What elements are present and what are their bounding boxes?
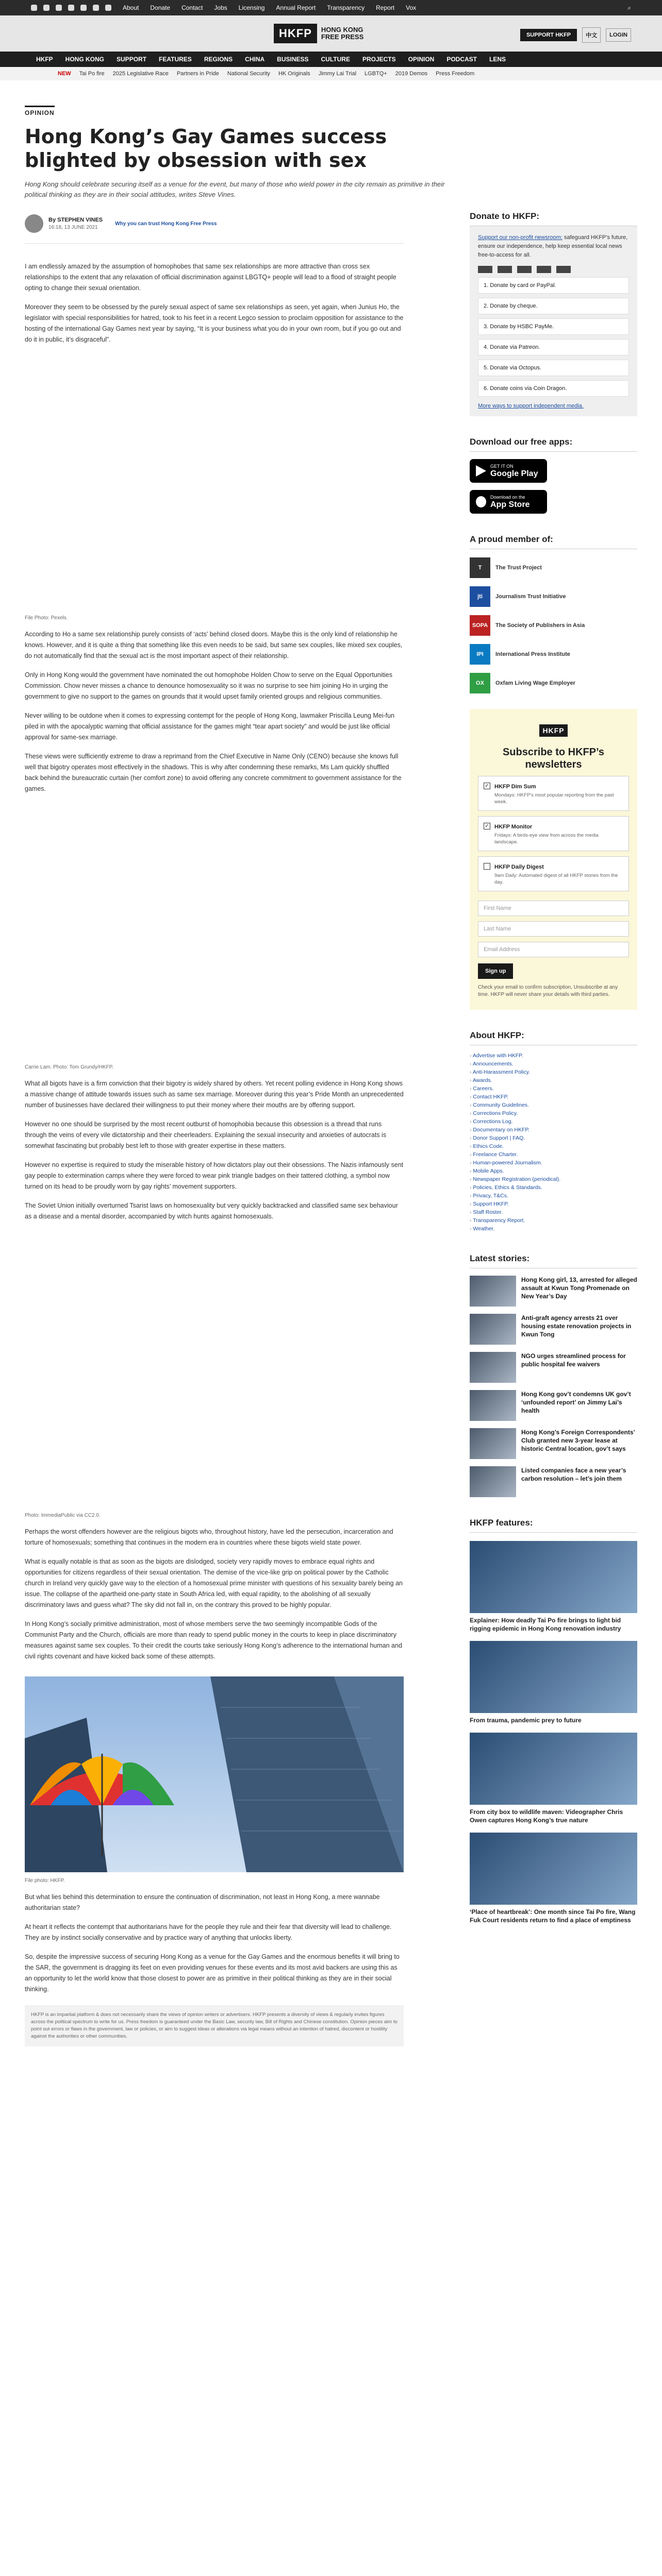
feature-thumbnail[interactable] <box>470 1833 637 1905</box>
newsletter-heading: Subscribe to HKFP’s newsletters <box>502 747 605 770</box>
trending-item[interactable]: 2025 Legislative Race <box>112 71 169 77</box>
paragraph: However no one should be surprised by the most recent outburst of homophobia because this obsession is a thread that runs through the veins of every vile dictatorship and their cheerleaders. Explaining the sexual insecurity and anxieties of autocrats is somewhat fascinating but probably best left to those with greater expertise in these matters. <box>25 1121 387 1149</box>
app-store-small: Download on the <box>490 494 525 500</box>
paragraph: So, despite the impressive success of securing Hong Kong as a venue for the Gay Games and the enormous benefits it will bring to the SAR, the government is dragging its feet on even providing venues for these events and its most avid backers are using this as an opportunity to let the world know that those closest to power are as primitive in their political thinking as they are in their social thinking. <box>25 1953 400 1993</box>
trending-item[interactable]: 2019 Demos <box>395 71 428 77</box>
more-ways-link[interactable]: More ways to support independent media. <box>478 403 584 409</box>
rss-icon[interactable] <box>93 5 99 11</box>
nav-hkfp[interactable]: HKFP <box>36 56 53 63</box>
members-heading: A proud member of: <box>470 534 637 549</box>
paragraph: However no expertise is required to study the miserable history of how dictators play out their obsessions. The Nazis infamously sent gay people to extermination camps where they were forced to wear pink triangle badges on their tattered clothing, a symbol now turned on its head to be proudly worn by gay rights’ movement supporters. <box>25 1161 404 1190</box>
paragraph: In Hong Kong’s socially primitive administration, most of whose members serve the two seemingly incompatible Gods of the Communist Party and the Church, officials are more than ready to spend public money in the courts to keep in place discriminatory measures against same sex couples. To their credit the courts take seriously Hong Kong’s adherence to the international human and civil rights covenant and have kicked back some of these attempts. <box>25 1620 402 1660</box>
donate-box <box>470 226 637 416</box>
login-button[interactable]: LOGIN <box>606 28 631 42</box>
paragraph: At heart it reflects the contempt that authoritarians have for the people they rule and their fear that diversity will lead to challenge. They are by instinct socially conservative and by practice wary of anything that unlocks liberty. <box>25 1923 392 1941</box>
publish-date: 16:18, 13 JUNE 2021 <box>48 225 98 230</box>
donate-method[interactable]: 4. Donate via Patreon. <box>478 339 629 355</box>
latest-story[interactable]: Listed companies face a new year’s carbon resolution – let’s join them <box>470 1466 637 1497</box>
author-name[interactable]: By STEPHEN VINES <box>48 217 103 223</box>
about-link[interactable]: › Freelance Charter. <box>470 1150 637 1159</box>
feature-story[interactable]: Explainer: How deadly Tai Po fire brings to light bid rigging epidemic in Hong Kong renovation industry <box>470 1541 637 1633</box>
about-link[interactable]: › Announcements. <box>470 1060 637 1068</box>
top-link-contact[interactable]: Contact <box>181 4 203 11</box>
nav-support[interactable]: SUPPORT <box>117 56 147 63</box>
app-store-big: App Store <box>490 500 530 509</box>
paragraph: Moreover they seem to be obsessed by the purely sexual aspect of same sex relationships as seen, yet again, when Junius Ho, the legislator with special responsibilities for hatred, took to his feet in a recent Legco session to proclaim opposition for assistance to the hosting of the international Gay Games next year by saying, “It is your business what you do in your own room, but if you go out and do it in public, it’s disgraceful”. <box>25 303 404 343</box>
last-name-field[interactable]: Last Name <box>478 921 629 937</box>
paragraph: Never willing to be outdone when it comes to expressing contempt for the people of Hong Kong, lawmaker Priscilla Leung Mei-fun piled in with the apocalyptic warning that official assistance for the games might “tear apart society” and would be just like official approval for same-sex marriage. <box>25 712 395 741</box>
about-link[interactable]: › Contact HKFP. <box>470 1093 637 1101</box>
trending-item[interactable]: HK Originals <box>278 71 310 77</box>
app-store-button[interactable] <box>470 490 547 514</box>
logo-line-1: HONG KONG <box>321 26 363 33</box>
nav-lens[interactable]: LENS <box>489 56 506 63</box>
trending-item[interactable]: Press Freedom <box>436 71 475 77</box>
donate-method[interactable]: 2. Donate by cheque. <box>478 298 629 314</box>
apps-heading: Download our free apps: <box>470 437 637 452</box>
features-heading: HKFP features: <box>470 1518 637 1533</box>
paragraph: These views were sufficiently extreme to draw a reprimand from the Chief Executive in Name Only (CENO) because she knows full well that bigotry operates most effectively in the shadows. This is why after condemning these remarks, Ms Lam quickly shuffled back behind the bureaucratic curtain (her comfort zone) to avoid offering any concrete commitment to government assistance for the games. <box>25 753 402 792</box>
about-link[interactable]: › Mobile Apps. <box>470 1167 637 1175</box>
support-hkfp-button[interactable]: SUPPORT HKFP <box>520 29 577 41</box>
about-link[interactable]: › Anti-Harassment Policy. <box>470 1068 637 1076</box>
nav-culture[interactable]: CULTURE <box>321 56 350 63</box>
top-utility-bar <box>0 0 662 15</box>
story-thumbnail[interactable] <box>470 1352 516 1383</box>
member-sopa[interactable]: SOPA The Society of Publishers in Asia <box>470 615 637 636</box>
about-heading: About HKFP: <box>470 1030 637 1045</box>
donate-text: safeguard HKFP’s future, ensure our independence, help keep essential local news free-to-access for all. <box>478 234 628 258</box>
newsletter-option[interactable]: ✓ HKFP Monitor Fridays: A birds-eye view from across the media landscape. <box>478 816 629 851</box>
trending-item[interactable]: National Security <box>227 71 270 77</box>
member-trust-project[interactable]: T The Trust Project <box>470 557 637 578</box>
paragraph: I am endlessly amazed by the assumption of homophobes that same sex relationships are more attractive than cross sex relationships to the extent that any relaxation of official discrimination against LBGTQ+ people will lead to a flood of straight people opting to change their sexual orientation. <box>25 263 396 292</box>
paragraph: According to Ho a same sex relationship purely consists of ‘acts’ behind closed doors. Maybe this is the only kind of relationship he knows. However, and it is quite a thing that something like this even needs to be said, but same sex couples, like mixed sex couples, do not automatically find that the sexual act is the most important aspect of their relationship. <box>25 631 403 659</box>
nav-podcast[interactable]: PODCAST <box>446 56 477 63</box>
apple-icon <box>476 496 486 507</box>
google-play-button[interactable] <box>470 459 547 483</box>
pride-flag-image <box>25 360 404 609</box>
byline <box>25 214 404 233</box>
trending-item[interactable]: LGBTQ+ <box>365 71 387 77</box>
story-thumbnail[interactable] <box>470 1314 516 1345</box>
top-link-vox[interactable]: Vox <box>406 4 417 11</box>
nav-features[interactable]: FEATURES <box>159 56 192 63</box>
ipi-logo: IPI <box>470 644 490 665</box>
feature-thumbnail[interactable] <box>470 1541 637 1613</box>
paragraph: What is equally notable is that as soon as the bigots are dislodged, society very rapidly moves to embrace equal rights and opportunities for citizens regardless of their sexual orientation. The demise of the vice-like grip on political power by the Catholic church in Ireland very quickly gave way to the election of a homosexual prime minister with questions of his sexuality barely being an issue. The collapse of the apartheid one-party state in South Africa led, with equal rapidity, to the abolishing of all sexually discriminatory laws and guess what? The sky did not fall in, on the contrary this proved to be highly popular. <box>25 1558 403 1608</box>
about-link[interactable]: › Community Guidelines. <box>470 1101 637 1109</box>
top-link-annual-report[interactable]: Annual Report <box>276 4 316 11</box>
site-logo[interactable] <box>274 23 363 44</box>
facebook-icon[interactable] <box>43 5 49 11</box>
image-caption: File photo: HKFP. <box>25 1878 65 1884</box>
trending-item[interactable]: Partners in Pride <box>176 71 219 77</box>
instagram-icon[interactable] <box>56 5 62 11</box>
nav-china[interactable]: CHINA <box>245 56 265 63</box>
top-link-licensing[interactable]: Licensing <box>238 4 265 11</box>
paypal-icon <box>537 266 551 273</box>
logo-line-2: FREE PRESS <box>321 33 364 41</box>
latest-story[interactable]: Hong Kong’s Foreign Correspondents’ Club granted new 3-year lease at historic Central location, gov’t says <box>470 1428 637 1459</box>
latest-story[interactable]: Anti-graft agency arrests 21 over housing estate renovation projects in Kwun Tong <box>470 1314 637 1345</box>
story-thumbnail[interactable] <box>470 1466 516 1497</box>
top-link-transparency[interactable]: Transparency <box>327 4 365 11</box>
about-link[interactable]: › Newspaper Registration (periodical). <box>470 1175 637 1183</box>
brand-header <box>0 15 662 52</box>
nav-business[interactable]: BUSINESS <box>277 56 309 63</box>
email-field[interactable]: Email Address <box>478 942 629 957</box>
image-caption: File Photo: Pexels. <box>25 615 68 621</box>
about-link[interactable]: › Awards. <box>470 1076 637 1084</box>
about-links <box>470 1052 637 1233</box>
threads-icon[interactable] <box>105 5 111 11</box>
feature-story[interactable]: From city box to wildlife maven: Videographer Chris Owen captures Hong Kong’s true nature <box>470 1733 637 1824</box>
latest-story[interactable]: Hong Kong gov’t condemns UK gov’t ‘unfounded report’ on Jimmy Lai’s health <box>470 1390 637 1421</box>
top-link-jobs[interactable]: Jobs <box>214 4 227 11</box>
twitter-icon[interactable] <box>31 5 37 11</box>
trending-bar <box>0 67 662 80</box>
paragraph: Only in Hong Kong would the government have nominated the out homophobe Holden Chow to serve on the Equal Opportunities Commission. Chow never misses a chance to denounce homosexuality so it was no surprise to see him joining Ho in urging the government to give no support to the games on grounds that it would upset family oriented groups and religious communities. <box>25 671 392 700</box>
top-link-about[interactable]: About <box>123 4 139 11</box>
visa-icon <box>478 266 492 273</box>
article <box>25 106 445 2046</box>
about-link[interactable]: › Advertise with HKFP. <box>470 1052 637 1060</box>
youtube-icon[interactable] <box>68 5 74 11</box>
latest-heading: Latest stories: <box>470 1253 637 1268</box>
image-caption: Photo: ImmediaPublic via CC2.0. <box>25 1513 101 1518</box>
oxfam-logo: OX <box>470 673 490 693</box>
crowd-photo <box>25 1236 404 1507</box>
newsletter-box <box>470 709 637 1010</box>
donate-method[interactable]: 5. Donate via Octopus. <box>478 360 629 376</box>
paragraph: What all bigots have is a firm conviction that their bigotry is widely shared by others. Yet recent polling evidence in Hong Kong shows a massive change of attitude towards issues such as same sex marriage. Moreover during this year’s Pride Month an unprecedented number of businesses have declared their willingness to put their money where their mouths are by offering support. <box>25 1080 404 1109</box>
about-link[interactable]: › Ethics Code. <box>470 1142 637 1150</box>
first-name-field[interactable]: First Name <box>478 901 629 916</box>
top-link-report[interactable]: Report <box>376 4 395 11</box>
google-play-big: Google Play <box>490 469 538 478</box>
google-play-small: GET IT ON <box>490 463 514 469</box>
amex-icon <box>517 266 532 273</box>
story-thumbnail[interactable] <box>470 1390 516 1421</box>
donate-method[interactable]: 3. Donate by HSBC PayMe. <box>478 318 629 335</box>
feature-thumbnail[interactable] <box>470 1733 637 1805</box>
donate-method[interactable]: 6. Donate coins via Coin Dragon. <box>478 380 629 397</box>
about-link[interactable]: › Careers. <box>470 1084 637 1093</box>
social-icons <box>31 5 111 11</box>
paragraph: But what lies behind this determination to ensure the continuation of discrimination, not least in Hong Kong, a mere wannabe authoritarian state? <box>25 1893 380 1911</box>
member-oxfam[interactable]: OX Oxfam Living Wage Employer <box>470 673 637 693</box>
about-link[interactable]: › Human-powered Journalism. <box>470 1159 637 1167</box>
article-title: Hong Kong’s Gay Games success blighted by obsession with sex <box>25 125 387 172</box>
trust-project-logo: T <box>470 557 490 578</box>
member-jti[interactable]: jti Journalism Trust Initiative <box>470 586 637 607</box>
about-link[interactable]: › Corrections Policy. <box>470 1109 637 1117</box>
payme-icon <box>556 266 571 273</box>
logo-mark: HKFP <box>274 24 317 43</box>
checkbox-checked[interactable]: ✓ <box>484 783 490 789</box>
jti-logo: jti <box>470 586 490 607</box>
feature-story[interactable]: ‘Place of heartbreak’: One month since Tai Po fire, Wang Fuk Court residents return to find a place of emptiness <box>470 1833 637 1924</box>
about-link[interactable]: › Donor Support | FAQ. <box>470 1134 637 1142</box>
image-caption: Carrie Lam. Photo: Tom Grundy/HKFP. <box>25 1064 113 1070</box>
paragraph: The Soviet Union initially overturned Tsarist laws on homosexuality but very quickly backtracked and classified same sex behaviour as a disease and a mental disorder, accompanied by witch hunts against homosexuals. <box>25 1202 398 1220</box>
author-avatar <box>25 214 43 233</box>
newsletter-option[interactable]: ✓ HKFP Dim Sum Mondays: HKFP’s most popular reporting from the past week. <box>478 776 629 811</box>
newsletter-logo: HKFP <box>539 724 567 737</box>
donate-method[interactable]: 1. Donate by card or PayPal. <box>478 277 629 294</box>
nav-projects[interactable]: PROJECTS <box>362 56 396 63</box>
about-link[interactable]: › Policies, Ethics & Standards. <box>470 1183 637 1192</box>
umbrella-skyscraper-photo <box>25 1676 404 1872</box>
about-link[interactable]: › Privacy, T&Cs. <box>470 1192 637 1200</box>
signup-note: Check your email to confirm subscription, Unsubscribe at any time. HKFP will never share your details with third parties. <box>478 985 618 997</box>
story-thumbnail[interactable] <box>470 1276 516 1307</box>
donate-methods <box>478 277 629 397</box>
article-image <box>25 360 404 621</box>
nav-opinion[interactable]: OPINION <box>408 56 435 63</box>
mastercard-icon <box>498 266 512 273</box>
article-image <box>25 1236 404 1518</box>
checkbox-unchecked[interactable] <box>484 863 490 870</box>
payment-icons <box>478 266 629 273</box>
trending-item[interactable]: Tai Po fire <box>79 71 105 77</box>
nav-hong-kong[interactable]: HONG KONG <box>65 56 105 63</box>
about-link[interactable]: › Support HKFP. <box>470 1200 637 1208</box>
sopa-logo: SOPA <box>470 615 490 636</box>
article-standfirst: Hong Kong should celebrate securing itself as a venue for the event, but many of those who wield power in the city remain as primitive in their political thinking as they are in their social attitudes, writes Steve Vines. <box>25 180 445 198</box>
newsletter-option[interactable]: HKFP Daily Digest 9am Daily: Automated digest of all HKFP stories from the day. <box>478 856 629 891</box>
donate-link[interactable]: Support our non-profit newsroom: <box>478 234 562 241</box>
feature-thumbnail[interactable] <box>470 1641 637 1713</box>
top-link-donate[interactable]: Donate <box>150 4 171 11</box>
about-link[interactable]: › Documentary on HKFP. <box>470 1126 637 1134</box>
article-image <box>25 809 404 1070</box>
about-link[interactable]: › Staff Roster. <box>470 1208 637 1216</box>
chinese-language-button[interactable]: 中文 <box>582 27 601 43</box>
trending-label: NEW <box>58 71 71 77</box>
nav-regions[interactable]: REGIONS <box>204 56 233 63</box>
google-play-icon <box>476 465 486 477</box>
about-link[interactable]: › Corrections Log. <box>470 1117 637 1126</box>
member-ipi[interactable]: IPI International Press Institute <box>470 644 637 665</box>
story-thumbnail[interactable] <box>470 1428 516 1459</box>
opinion-disclaimer: HKFP is an impartial platform & does not necessarily share the views of opinion writers or advertisers. HKFP presents a diversity of views & regularly invites figures across the political spectrum to write for us. Press freedom is guaranteed under the Basic Law, security law, Bill of Rights and Chinese constitution. Opinion pieces aim to point out errors or flaws in the government, law or policies, or aim to suggest ideas or alterations via legal means without an intention of hatred, discontent or hostility against the authorities or other communities. <box>25 2005 404 2046</box>
sidebar <box>470 211 637 1924</box>
search-icon[interactable]: ⌕ <box>627 4 631 11</box>
signup-button[interactable]: Sign up <box>478 963 513 979</box>
main-nav <box>0 52 662 67</box>
carrie-lam-photo <box>25 809 404 1059</box>
article-category[interactable]: OPINION <box>25 106 55 116</box>
trending-item[interactable]: Jimmy Lai Trial <box>318 71 357 77</box>
about-link[interactable]: › Transparency Report. <box>470 1216 637 1225</box>
feature-story[interactable]: From trauma, pandemic prey to future <box>470 1641 637 1724</box>
latest-story[interactable]: Hong Kong girl, 13, arrested for alleged assault at Kwun Tong Promenade on New Year’s Day <box>470 1276 637 1307</box>
article-image <box>25 1676 404 1884</box>
about-link[interactable]: › Weather. <box>470 1225 637 1233</box>
paragraph: Perhaps the worst offenders however are the religious bigots who, throughout history, have led the persecution, incarceration and torture of homosexuals; something that continues in the modern era in countries where these bigots wield state power. <box>25 1528 393 1546</box>
checkbox-checked[interactable]: ✓ <box>484 823 490 829</box>
latest-story[interactable]: NGO urges streamlined process for public hospital fee waivers <box>470 1352 637 1383</box>
trust-link[interactable]: Why you can trust Hong Kong Free Press <box>115 221 217 227</box>
donate-heading: Donate to HKFP: <box>470 211 637 226</box>
linkedin-icon[interactable] <box>80 5 87 11</box>
